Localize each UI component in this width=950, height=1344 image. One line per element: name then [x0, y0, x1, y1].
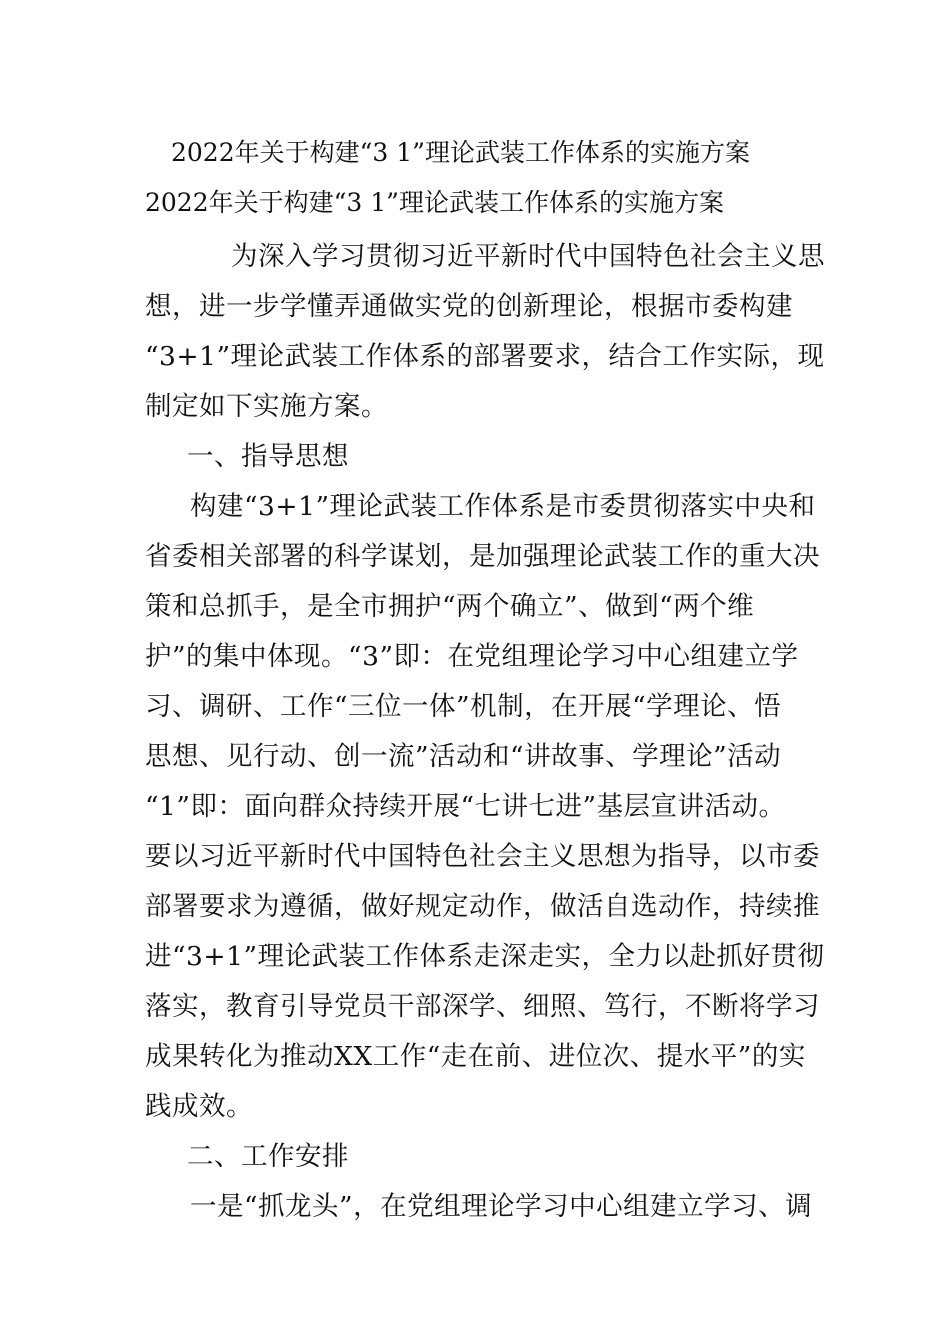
paragraph-line: 省委相关部署的科学谋划，是加强理论武装工作的重大决 [145, 541, 820, 572]
paragraph-line: “1”即：面向群众持续开展“七讲七进”基层宣讲活动。 [145, 791, 786, 822]
section-heading-guiding-ideology: 一、指导思想 [187, 441, 349, 472]
document-title: 2022年关于构建“3 1”理论武装工作体系的实施方案 [171, 138, 750, 167]
paragraph-line: 制定如下实施方案。 [145, 391, 388, 422]
paragraph-line: 习、调研、工作“三位一体”机制，在开展“学理论、悟 [145, 691, 782, 722]
paragraph-line: 构建“3+1”理论武装工作体系是市委贯彻落实中央和 [190, 491, 816, 522]
paragraph-line: “3+1”理论武装工作体系的部署要求，结合工作实际，现 [145, 341, 825, 372]
paragraph-line: 想，进一步学懂弄通做实党的创新理论，根据市委构建 [145, 291, 793, 322]
paragraph-line: 落实，教育引导党员干部深学、细照、笃行，不断将学习 [145, 991, 820, 1022]
paragraph-line: 成果转化为推动XX工作“走在前、进位次、提水平”的实 [145, 1041, 806, 1072]
paragraph-line: 一是“抓龙头”，在党组理论学习中心组建立学习、调 [190, 1191, 813, 1222]
paragraph-line: 策和总抓手，是全市拥护“两个确立”、做到“两个维 [145, 591, 755, 622]
document-body [145, 128, 825, 1232]
paragraph-line: 践成效。 [145, 1091, 253, 1122]
paragraph-line: 部署要求为遵循，做好规定动作，做活自选动作，持续推 [145, 891, 820, 922]
section-heading-work-arrangement: 二、工作安排 [187, 1141, 349, 1172]
guiding-ideology-paragraph [145, 482, 825, 1132]
paragraph-line: 思想、见行动、创一流”活动和“讲故事、学理论”活动 [145, 741, 782, 772]
work-arrangement-paragraph [145, 1182, 813, 1232]
paragraph-line: 为深入学习贯彻习近平新时代中国特色社会主义思 [231, 241, 825, 272]
intro-paragraph [145, 232, 825, 432]
paragraph-line: 要以习近平新时代中国特色社会主义思想为指导，以市委 [145, 841, 820, 872]
document-subtitle: 2022年关于构建“3 1”理论武装工作体系的实施方案 [145, 188, 724, 217]
paragraph-line: 进“3+1”理论武装工作体系走深走实，全力以赴抓好贯彻 [145, 941, 825, 972]
paragraph-line: 护”的集中体现。“3”即：在党组理论学习中心组建立学 [145, 641, 799, 672]
